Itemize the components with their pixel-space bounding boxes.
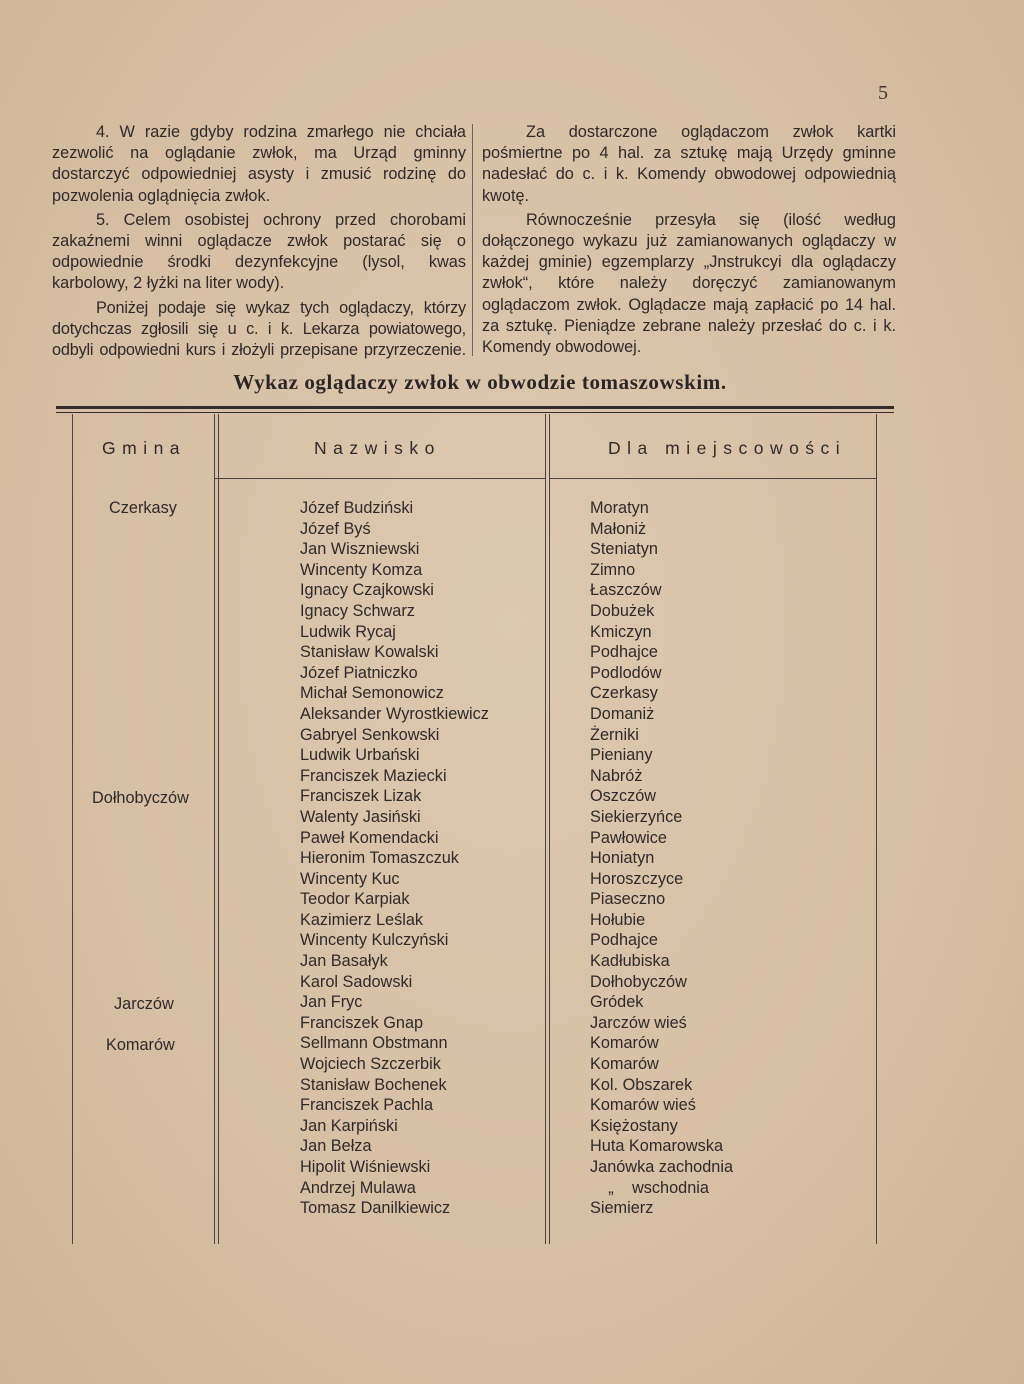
header-gmina: Gmina xyxy=(102,438,187,458)
place-entry: Dołhobyczów xyxy=(590,972,687,991)
paragraph-instructions: Równocześnie przesyła się (ilość według dołączonego wykazu już zamianowanych oglądaczy w każdej gminie) egzemplarzy „Jnstrukcyi dla oglądaczy zwłok“, które należy doręczyć zamianowanym oglądaczom zwłok. Oglądacze mają zapłacić po 14 hal. za sztukę. Pieniądze zebrane należy przesłać do c. i k. Komendy obwodowej. xyxy=(482,210,896,357)
header-separator-place xyxy=(549,478,876,479)
place-entry: Siemierz xyxy=(590,1199,654,1218)
name-entry: Hipolit Wiśniewski xyxy=(300,1158,431,1176)
gmina-dolhobyczow: Dołhobyczów xyxy=(92,789,189,807)
left-text-column xyxy=(52,122,466,364)
place-entry: Gródek xyxy=(590,993,644,1012)
place-entry: Podhajce xyxy=(590,643,658,662)
place-entry: Małoniż xyxy=(590,519,647,538)
name-entry: Wincenty Komza xyxy=(300,560,423,579)
names-column xyxy=(300,498,489,1219)
paragraph-4: 4. W razie gdyby rodzina zmarłego nie chciała zezwolić na oglądanie zwłok, ma Urząd gminny dostarczyć odpowiedniej asysty i zmusić rodzinę do pozwolenia oglądnięcia zwłok. xyxy=(52,123,466,205)
name-entry: Karol Sadowski xyxy=(300,972,413,991)
place-entry: Księżostany xyxy=(590,1116,678,1135)
paragraph-list-intro: Poniżej podaje się wykaz tych oglądaczy, którzy dotychczas zgłosili się u c. i k. Lekarza powiatowego, odbyli odpowiedni kurs i złożyli przepisane przyrzeczenie. xyxy=(52,298,466,360)
name-entry: Teodor Karpiak xyxy=(300,890,410,909)
name-entry: Jan Fryc xyxy=(300,993,363,1012)
name-entry: Jan Bełza xyxy=(300,1137,372,1156)
places-column xyxy=(590,498,733,1219)
name-entry: Franciszek Lizak xyxy=(300,787,422,806)
place-entry: Dobużek xyxy=(590,601,655,620)
name-entry: Ludwik Rycaj xyxy=(300,622,396,641)
name-entry: Paweł Komendacki xyxy=(300,828,439,847)
ditto-mark: „ xyxy=(608,1178,614,1197)
place-entry: Jarczów wieś xyxy=(590,1013,687,1032)
place-entry: Nabróż xyxy=(590,766,643,785)
name-entry: Wincenty Kuc xyxy=(300,869,400,888)
table-divider-1 xyxy=(214,414,215,1244)
header-dla-miejscowosci: Dla miejscowości xyxy=(608,438,847,458)
place-entry: Zimno xyxy=(590,560,636,579)
place-entry: Oszczów xyxy=(590,787,657,806)
name-entry: Tomasz Danilkiewicz xyxy=(300,1199,451,1218)
place-entry: Czerkasy xyxy=(590,684,658,703)
name-entry: Stanisław Kowalski xyxy=(300,643,439,662)
gmina-czerkasy: Czerkasy xyxy=(109,499,177,517)
place-entry: Huta Komarowska xyxy=(590,1137,724,1156)
name-entry: Józef Budziński xyxy=(300,499,414,517)
place-entry: Łaszczów xyxy=(590,581,662,600)
name-entry: Józef Byś xyxy=(300,519,371,538)
place-entry: Steniatyn xyxy=(590,540,658,559)
table-divider-1b xyxy=(218,414,219,1244)
right-text-column xyxy=(482,122,896,361)
place-entry: Pieniany xyxy=(590,746,653,765)
place-entry: Komarów wieś xyxy=(590,1096,696,1115)
place-entry: Hołubie xyxy=(590,910,646,929)
place-entry: Janówka zachodnia xyxy=(590,1158,734,1176)
place-entry: Kol. Obszarek xyxy=(590,1075,693,1094)
place-entry: Podlodów xyxy=(590,663,662,682)
name-entry: Aleksander Wyrostkiewicz xyxy=(300,704,489,723)
column-divider xyxy=(472,124,473,356)
name-entry: Michał Semonowicz xyxy=(300,684,444,703)
place-entry-text: wschodnia xyxy=(632,1178,709,1197)
place-entry: Piaseczno xyxy=(590,890,666,909)
name-entry: Ignacy Schwarz xyxy=(300,601,415,620)
table-top-rule-thin xyxy=(56,412,894,413)
gmina-jarczow: Jarczów xyxy=(114,995,174,1013)
name-entry: Franciszek Maziecki xyxy=(300,766,447,785)
gmina-komarow: Komarów xyxy=(106,1036,175,1054)
name-entry: Hieronim Tomaszczuk xyxy=(300,849,459,868)
place-entry: Komarów xyxy=(590,1055,659,1074)
place-entry: Pawłowice xyxy=(590,828,667,847)
table-divider-2b xyxy=(549,414,550,1244)
name-entry: Wincenty Kulczyński xyxy=(300,931,449,950)
table-border-right xyxy=(876,414,877,1244)
paragraph-death-cards: Za dostarczone oglądaczom zwłok kartki pośmiertne po 4 hal. za sztukę mają Urzędy gminne nadesłać do c. i k. Komendy obwodowej odpowiednią kwotę. xyxy=(482,123,896,205)
table-title: Wykaz oglądaczy zwłok w obwodzie tomaszowskim. xyxy=(233,370,727,394)
place-entry: Podhajce xyxy=(590,931,658,950)
header-nazwisko: Nazwisko xyxy=(314,438,441,458)
name-entry: Józef Piatniczko xyxy=(300,663,418,682)
place-entry: Kmiczyn xyxy=(590,622,652,641)
place-entry: Domaniż xyxy=(590,704,655,723)
name-entry: Stanisław Bochenek xyxy=(300,1075,447,1094)
name-entry: Jan Basałyk xyxy=(300,952,388,971)
name-entry: Walenty Jasiński xyxy=(300,807,421,826)
name-entry: Franciszek Gnap xyxy=(300,1013,424,1032)
name-entry: Franciszek Pachla xyxy=(300,1096,434,1115)
place-entry: Honiatyn xyxy=(590,849,655,868)
place-entry: Siekierzyńce xyxy=(590,807,683,826)
table-top-rule xyxy=(56,406,894,409)
name-entry: Sellmann Obstmann xyxy=(300,1034,448,1053)
name-entry: Jan Karpiński xyxy=(300,1116,398,1135)
name-entry: Kazimierz Leślak xyxy=(300,910,424,929)
page-number: 5 xyxy=(878,82,888,104)
place-entry: Horoszczyce xyxy=(590,869,684,888)
name-entry: Andrzej Mulawa xyxy=(300,1178,416,1197)
place-entry: Moratyn xyxy=(590,499,649,517)
place-entry: Kadłubiska xyxy=(590,952,670,971)
name-entry: Wojciech Szczerbik xyxy=(300,1055,441,1074)
name-entry: Jan Wiszniewski xyxy=(300,540,420,559)
name-entry: Ludwik Urbański xyxy=(300,746,420,765)
header-separator-name xyxy=(214,478,546,479)
name-entry: Ignacy Czajkowski xyxy=(300,581,434,600)
table-border-left xyxy=(72,414,73,1244)
table-divider-2 xyxy=(545,414,546,1244)
name-entry: Gabryel Senkowski xyxy=(300,725,440,744)
place-entry xyxy=(590,1178,733,1199)
place-entry: Żerniki xyxy=(590,725,639,744)
place-entry: Komarów xyxy=(590,1034,659,1053)
paragraph-5: 5. Celem osobistej ochrony przed chorobami zakaźnemi winni oglądacze zwłok postarać się o odpowiednie środki dezynfekcyjne (lysol, kwas karbolowy, 2 łyżki na liter wody). xyxy=(52,210,466,293)
